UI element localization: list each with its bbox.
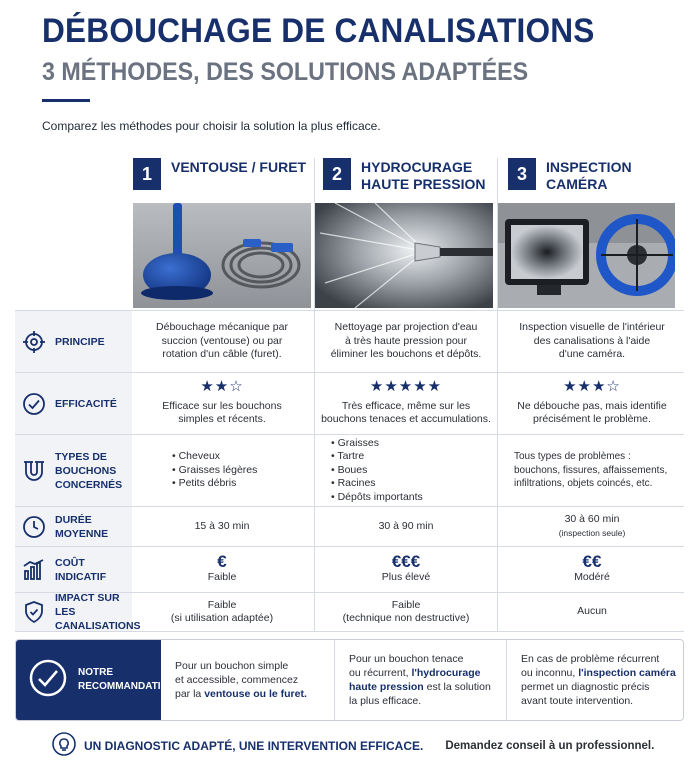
list-item: • Petits débris (172, 477, 257, 491)
method-header-1 (133, 158, 313, 196)
cell-text: Nettoyage par projection d'eau (334, 321, 478, 334)
reco-highlight: haute pression (349, 681, 424, 693)
recommendation-box (15, 639, 684, 721)
cell-text: précisément le problème. (533, 413, 651, 426)
intro-text: Comparez les méthodes pour choisir la solution la plus efficace. (42, 119, 381, 133)
cell-text: (technique non destructive) (342, 612, 470, 624)
target-icon (21, 329, 47, 355)
cell-text: bouchons, fissures, affaissements, (514, 464, 668, 476)
check-circle-icon (21, 391, 47, 417)
row-duree (15, 506, 684, 546)
method-header-3 (508, 158, 678, 196)
cell-text: bouchons tenaces et accumulations. (321, 413, 491, 426)
row-label-line2: LES CANALISATIONS (55, 606, 141, 632)
page-title: DÉBOUCHAGE DE CANALISATIONS (42, 12, 595, 50)
list-item: • Cheveux (172, 450, 257, 464)
method-name-line2: CAMÉRA (546, 176, 608, 192)
row-label-line2: MOYENNE (55, 527, 109, 540)
clock-icon (21, 514, 47, 540)
column-divider (497, 158, 498, 632)
reco-line: la plus efficace. (349, 695, 422, 707)
method-number: 2 (323, 158, 351, 190)
cell-text: Tous types de problèmes : (514, 451, 631, 463)
cell-text: 30 à 60 min (564, 513, 620, 525)
method-name-line1: INSPECTION (546, 159, 632, 175)
reco-text-2 (334, 640, 506, 720)
cell-text: Faible (207, 598, 237, 611)
list-item: • Dépôts importants (331, 491, 423, 505)
cell-text: d'une caméra. (558, 348, 626, 361)
list-item: • Boues (331, 464, 423, 478)
row-impact (15, 592, 684, 632)
cell-text: (si utilisation adaptée) (170, 612, 274, 624)
row-principe (15, 310, 684, 372)
lightbulb-icon (52, 732, 76, 761)
pipe-icon (21, 458, 47, 484)
reco-line: et accessible, commencez (175, 674, 299, 686)
row-types (15, 434, 684, 506)
row-label-line1: COÛT (55, 556, 85, 569)
row-label-line1: IMPACT SUR (55, 592, 120, 604)
hydrojet-pipe-photo (315, 203, 493, 308)
cell-text: Faible (391, 598, 421, 611)
cell-text: des canalisations à l'aide (533, 334, 651, 347)
reco-highlight: l'inspection caméra (578, 667, 676, 679)
cost-symbol: €€ (582, 551, 602, 571)
reco-line: est la solution (423, 681, 491, 693)
cell-text: Débouchage mécanique par (156, 321, 288, 334)
cost-symbol: € (217, 551, 227, 571)
list-item: • Graisses (331, 437, 423, 451)
shield-icon (21, 599, 47, 625)
row-efficacite (15, 372, 684, 434)
reco-line: Pour un bouchon simple (175, 660, 289, 672)
cell-text: Efficace sur les bouchons (162, 399, 282, 412)
row-label: PRINCIPE (55, 335, 105, 348)
row-cout (15, 546, 684, 592)
cell-text: simples et récents. (178, 413, 266, 426)
row-label: EFFICACITÉ (55, 397, 117, 410)
row-label-line1: TYPES DE BOUCHONS (55, 450, 117, 477)
rating-stars: ★★☆ (200, 378, 244, 396)
reco-label-line2: RECOMMANDATION (78, 681, 176, 692)
cell-text: 30 à 90 min (378, 519, 434, 532)
method-name: VENTOUSE / FURET (171, 159, 307, 175)
list-item: • Tartre (331, 450, 423, 464)
footer (52, 733, 655, 759)
reco-line: ou inconnu, (521, 667, 579, 679)
title-underline (42, 99, 90, 102)
reco-text-3 (506, 640, 684, 720)
method-name-line2: HAUTE PRESSION (361, 176, 486, 192)
cell-text: infiltrations, objets coincés, etc. (514, 478, 653, 490)
reco-label-line1: NOTRE (78, 667, 113, 678)
reco-line: En cas de problème récurrent (521, 653, 660, 665)
row-label-line1: DURÉE (55, 513, 92, 526)
cell-text: Modéré (574, 571, 610, 583)
cost-symbol: €€€ (391, 551, 421, 571)
reco-line: par la (175, 688, 205, 700)
check-circle-icon (28, 658, 68, 703)
cell-text: Ne débouche pas, mais identifie (517, 399, 667, 412)
cell-text: à très haute pression pour (345, 334, 467, 347)
cell-text: Très efficace, même sur les (341, 399, 471, 412)
bar-chart-icon (21, 557, 47, 583)
reco-line: permet un diagnostic précis (521, 681, 650, 693)
cell-text: rotation d'un câble (furet). (162, 348, 282, 361)
plunger-auger-photo (133, 203, 311, 308)
column-divider (314, 158, 315, 632)
row-label-line2: CONCERNÉS (55, 478, 123, 491)
cell-text: Faible (207, 571, 237, 583)
inspection-camera-photo (497, 203, 675, 308)
rating-stars: ★★★★★ (369, 378, 443, 396)
list-item: • Racines (331, 477, 423, 491)
cell-note: (inspection seule) (558, 527, 626, 538)
method-name-line1: HYDROCURAGE (361, 159, 473, 175)
reco-line: ou récurrent, (349, 667, 412, 679)
method-header-2 (323, 158, 493, 196)
reco-highlight: ventouse ou le furet. (204, 688, 307, 700)
reco-highlight: l'hydrocurage (411, 667, 481, 679)
cell-text: 15 à 30 min (194, 519, 250, 532)
cell-text: Inspection visuelle de l'intérieur (519, 321, 665, 334)
rating-stars: ★★★☆ (563, 378, 621, 396)
reco-line: avant toute intervention. (521, 695, 634, 707)
page-subtitle: 3 MÉTHODES, DES SOLUTIONS ADAPTÉES (42, 58, 529, 86)
footer-cta: Demandez conseil à un professionnel. (445, 740, 655, 752)
cell-text: Aucun (577, 605, 607, 618)
cell-text: Plus élevé (381, 571, 431, 583)
cell-text: succion (ventouse) ou par (161, 334, 283, 347)
cell-text: éliminer les bouchons et dépôts. (330, 348, 482, 361)
list-item: • Graisses légères (172, 464, 257, 478)
reco-line: Pour un bouchon tenace (349, 653, 464, 665)
footer-slogan: UN DIAGNOSTIC ADAPTÉ, UNE INTERVENTION EFFICACE. (84, 739, 424, 753)
row-label-line2: INDICATIF (55, 570, 107, 583)
method-number: 3 (508, 158, 536, 190)
reco-text-1 (161, 640, 334, 720)
method-number: 1 (133, 158, 161, 190)
